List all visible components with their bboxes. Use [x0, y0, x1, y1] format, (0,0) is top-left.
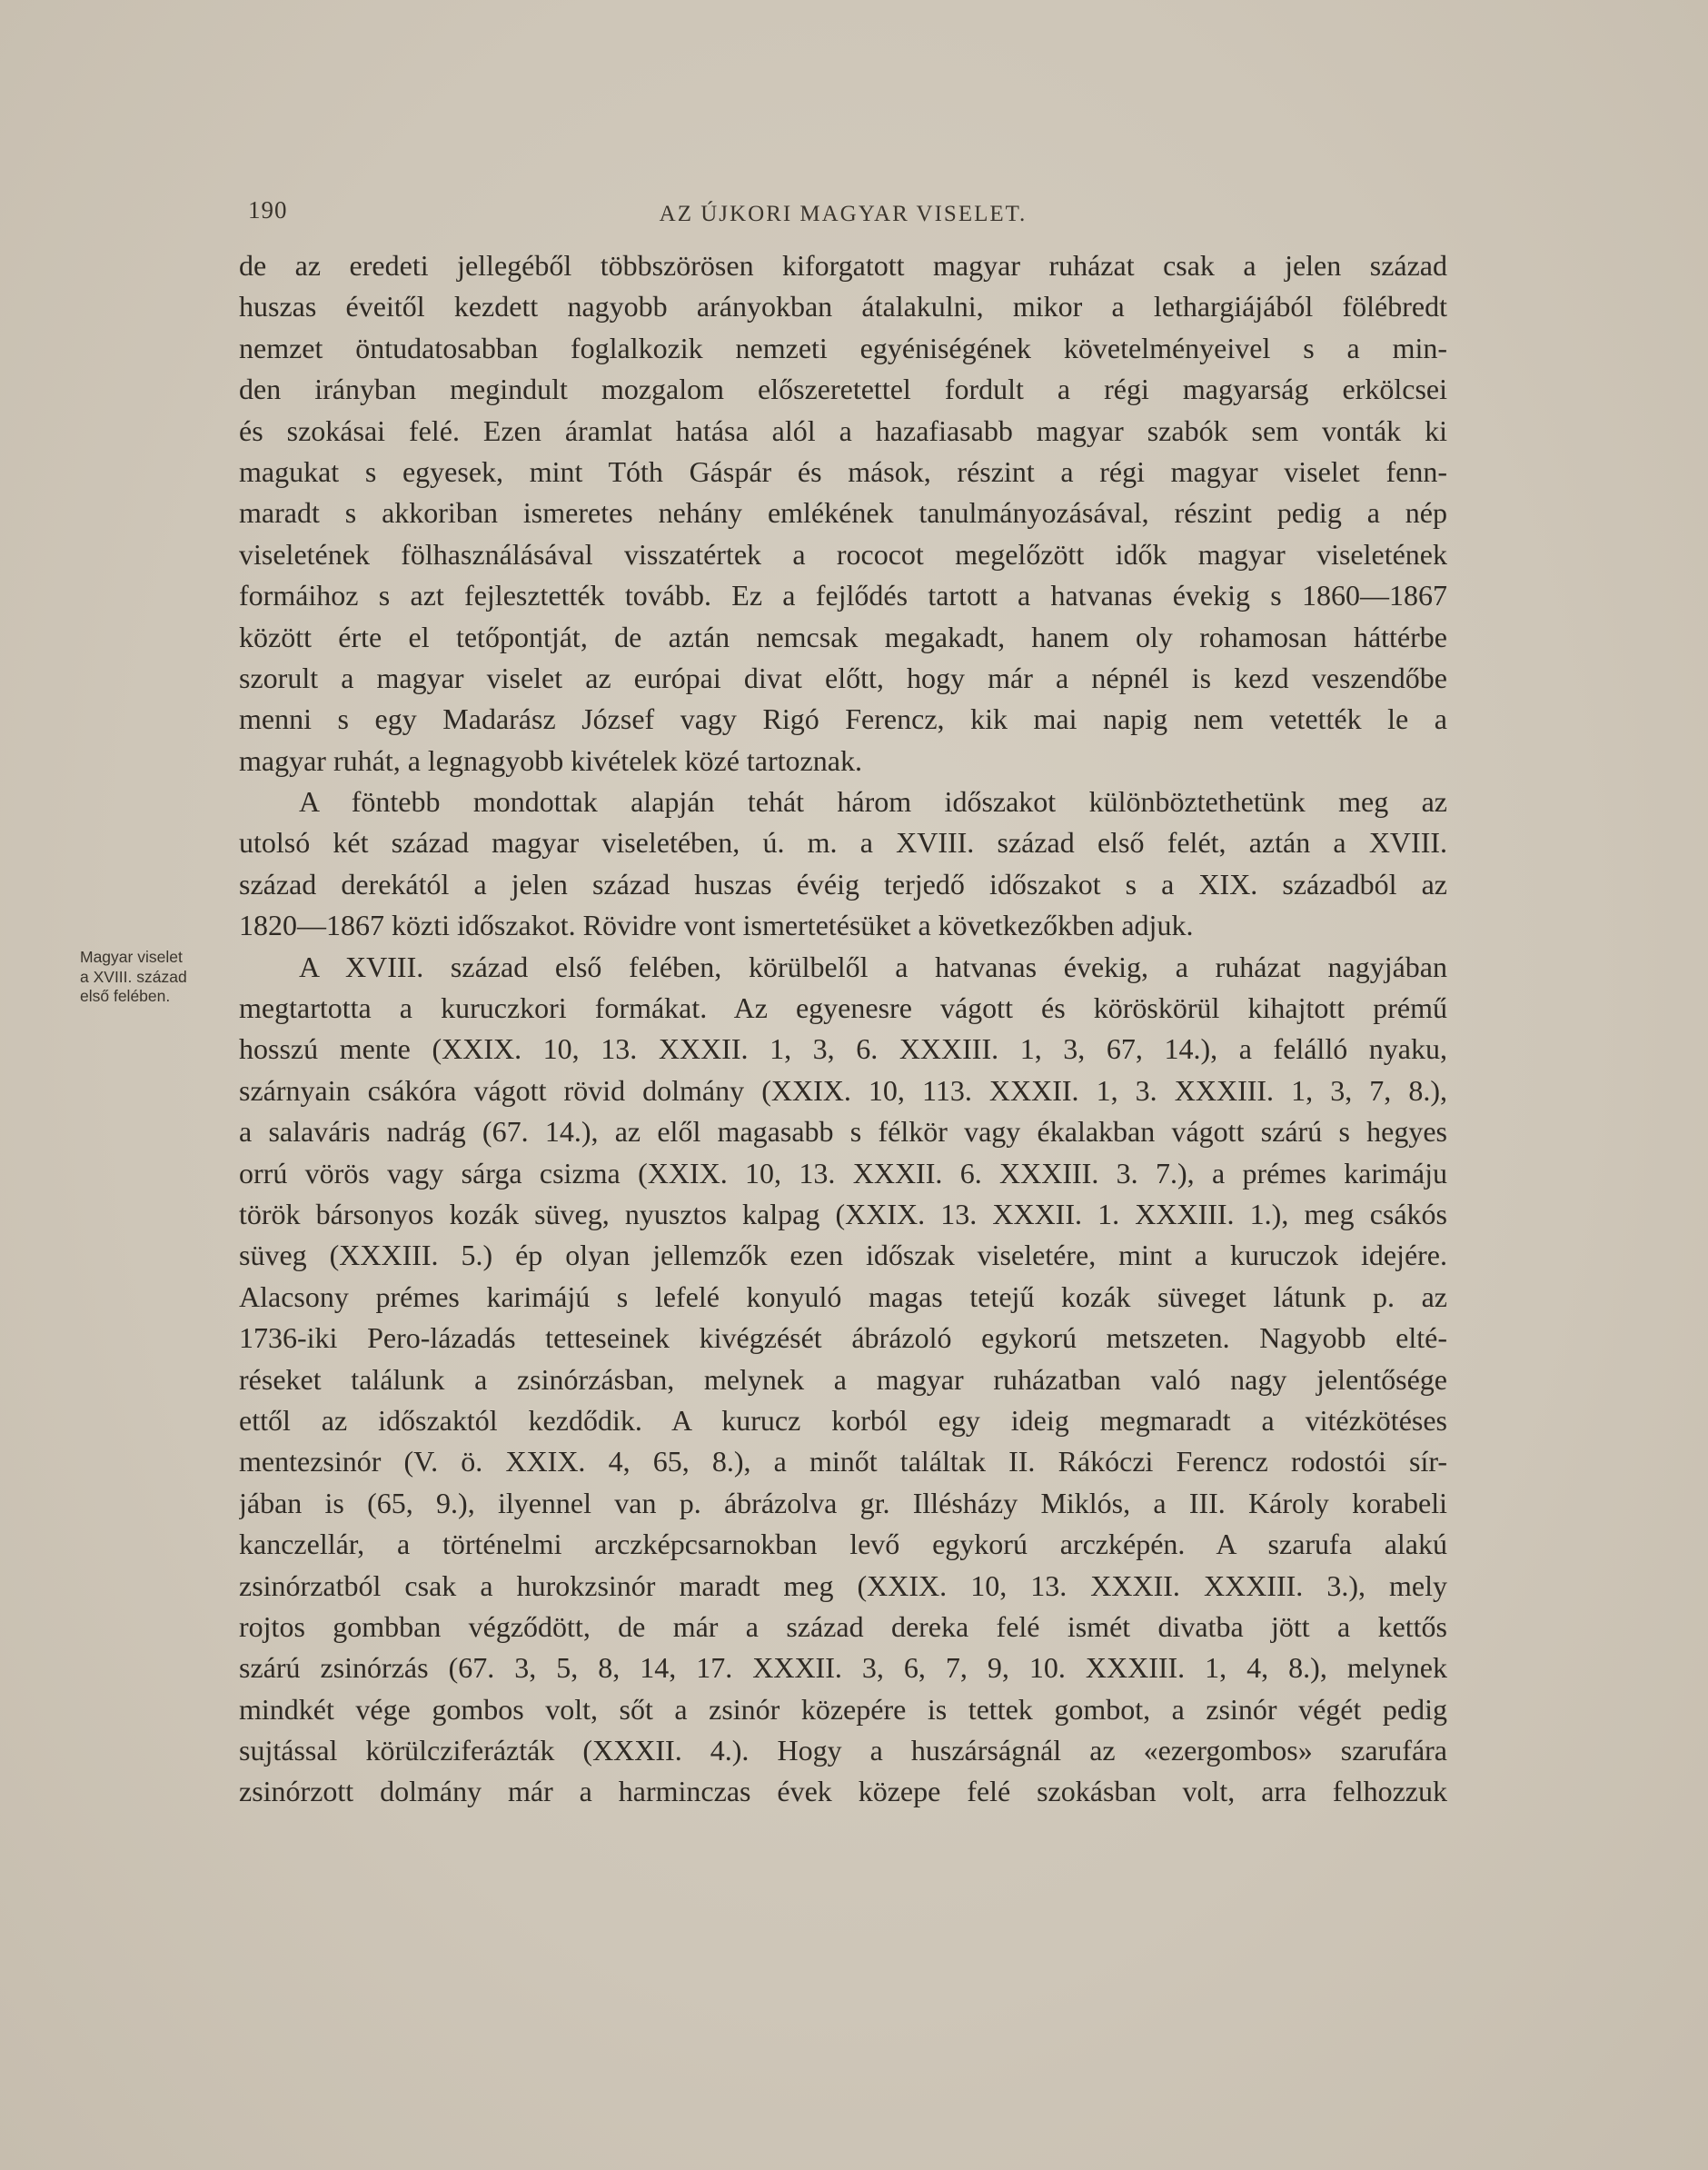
text-line: magukat s egyesek, mint Tóth Gáspár és mások, részint a régi magyar viselet fenn-: [239, 454, 1447, 488]
text-line: orrú vörös vagy sárga csizma (XXIX. 10, 13. XXXII. 6. XXXIII. 3. 7.), a prémes karimáju: [239, 1156, 1447, 1190]
text-line: A XVIII. század első felében, körülbelől a hatvanas évekig, a ruházat nagyjában: [299, 950, 1447, 983]
text-line: szárnyain csákóra vágott rövid dolmány (XXIX. 10, 113. XXXII. 1, 3. XXXIII. 1, 3, 7, 8.),: [239, 1073, 1447, 1107]
text-line: század derekától a jelen század huszas évéig terjedő időszakot s a XIX. századból az: [239, 867, 1447, 901]
margin-note-line: a XVIII. század: [80, 967, 187, 986]
running-head: [239, 196, 1447, 233]
text-line: maradt s akkoriban ismeretes nehány emlékének tanulmányozásával, részint pedig a nép: [239, 496, 1447, 530]
text-line: jában is (65, 9.), ilyennel van p. ábrázolva gr. Illésházy Miklós, a III. Károly korabeli: [239, 1486, 1447, 1519]
text-line: megtartotta a kuruczkori formákat. Az egyenesre vágott és köröskörül kihajtott prémű: [239, 991, 1447, 1025]
text-line: 1736-iki Pero-lázadás tetteseinek kivégzését ábrázoló egykorú metszeten. Nagyobb elté-: [239, 1321, 1447, 1355]
text-line: török bársonyos kozák süveg, nyusztos kalpag (XXIX. 13. XXXII. 1. XXXIII. 1.), meg csákós: [239, 1197, 1447, 1230]
text-line: között érte el tetőpontját, de aztán nemcsak megakadt, hanem oly rohamosan háttérbe: [239, 620, 1447, 653]
margin-note-line: első felében.: [80, 987, 171, 1005]
text-line: formáihoz s azt fejlesztették tovább. Ez a fejlődés tartott a hatvanas évekig s 1860—1867: [239, 579, 1447, 612]
margin-note: [80, 948, 225, 1007]
text-line: szárú zsinórzás (67. 3, 5, 8, 14, 17. XXXII. 3, 6, 7, 9, 10. XXXIII. 1, 4, 8.), melynek: [239, 1651, 1447, 1685]
text-line: szorult a magyar viselet az európai divat előtt, hogy már a népnél is kezd veszendőbe: [239, 661, 1447, 694]
text-line: mentezsinór (V. ö. XXIX. 4, 65, 8.), a minőt találtak II. Rákóczi Ferencz rodostói sír-: [239, 1445, 1447, 1478]
margin-note-line: Magyar viselet: [80, 948, 183, 966]
text-line: ettől az időszaktól kezdődik. A kurucz korból egy ideig megmaradt a vitézkötéses: [239, 1403, 1447, 1437]
text-line: viseletének fölhasználásával visszatértek a rococot megelőzött idők magyar viseletének: [239, 537, 1447, 571]
text-line: réseket találunk a zsinórzásban, melynek a magyar ruházatban való nagy jelentősége: [239, 1362, 1447, 1396]
text-line: de az eredeti jellegéből többszörösen kiforgatott magyar ruházat csak a jelen század: [239, 249, 1447, 282]
text-line: süveg (XXXIII. 5.) ép olyan jellemzők ezen időszak viseletére, mint a kuruczok idejére.: [239, 1239, 1447, 1272]
text-line: menni s egy Madarász József vagy Rigó Ferencz, kik mai napig nem vetették le a: [239, 702, 1447, 736]
text-line: huszas éveitől kezdett nagyobb arányokban átalakulni, mikor a lethargiájából fölébredt: [239, 290, 1447, 324]
text-line: 1820—1867 közti időszakot. Rövidre vont ismertetésüket a következőkben adjuk.: [239, 909, 1194, 942]
text-line: zsinórzatból csak a hurokzsinór maradt meg (XXIX. 10, 13. XXXII. XXXIII. 3.), mely: [239, 1568, 1447, 1602]
text-line: A föntebb mondottak alapján tehát három időszakot különböztethetünk meg az: [299, 785, 1447, 819]
text-line: rojtos gombban végződött, de már a század dereka felé ismét divatba jött a kettős: [239, 1609, 1447, 1643]
text-line: sujtással körülcziferázták (XXXII. 4.). Hogy a huszárságnál az «ezergombos» szarufára: [239, 1734, 1447, 1767]
text-line: hosszú mente (XXIX. 10, 13. XXXII. 1, 3, 6. XXXIII. 1, 3, 67, 14.), a felálló nyaku,: [239, 1032, 1447, 1066]
text-line: kanczellár, a történelmi arczképcsarnokban levő egykorú arczképén. A szarufa alakú: [239, 1528, 1447, 1561]
text-line: Alacsony prémes karimájú s lefelé konyuló magas tetejű kozák süveget látunk p. az: [239, 1279, 1447, 1313]
text-line: utolsó két század magyar viseletében, ú. m. a XVIII. század első felét, aztán a XVIII.: [239, 826, 1447, 860]
text-line: zsinórzott dolmány már a harminczas évek közepe felé szokásban volt, arra felhozzuk: [239, 1775, 1447, 1808]
text-line: magyar ruhát, a legnagyobb kivételek közé tartoznak.: [239, 743, 862, 777]
text-line: és szokásai felé. Ezen áramlat hatása alól a hazafiasabb magyar szabók sem vonták ki: [239, 413, 1447, 447]
body-text: [239, 245, 1447, 1813]
text-line: den irányban megindult mozgalom előszeretettel fordult a régi magyarság erkölcsei: [239, 373, 1447, 406]
running-title: AZ ÚJKORI MAGYAR VISELET.: [659, 202, 1028, 226]
text-line: mindkét vége gombos volt, sőt a zsinór közepére is tettek gombot, a zsinór végét pedig: [239, 1692, 1447, 1726]
text-line: nemzet öntudatosabban foglalkozik nemzeti egyéniségének követelményeivel s a min-: [239, 331, 1447, 364]
page-number: 190: [248, 196, 288, 224]
text-line: a salaváris nadrág (67. 14.), az elől magasabb s félkör vagy ékalakban vágott szárú s hegyes: [239, 1115, 1447, 1149]
